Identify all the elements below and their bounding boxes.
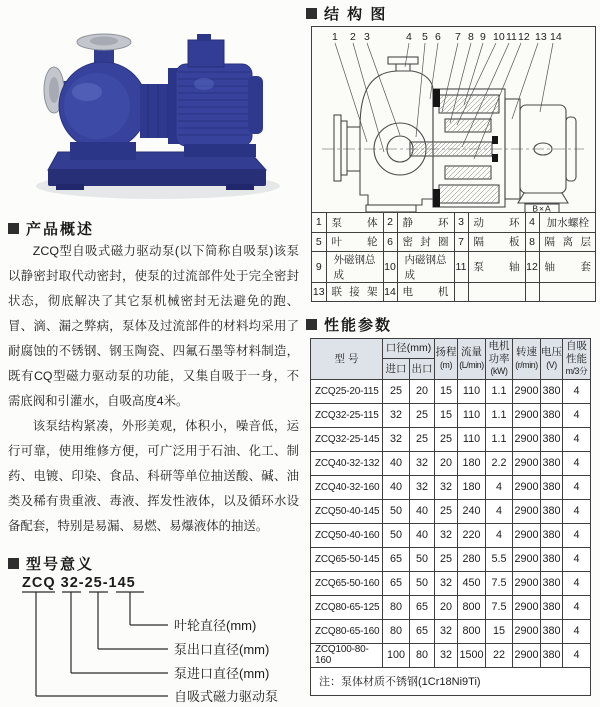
value-cell: 280 [458, 547, 486, 571]
performance-row [311, 379, 591, 403]
part-name: 隔板 [468, 232, 525, 251]
callout-number: 12 [518, 31, 530, 43]
value-cell: 4 [563, 643, 591, 667]
value-cell: 1500 [458, 643, 486, 667]
part-name [539, 282, 596, 301]
model-label-inlet: 泵进口直径(mm) [174, 666, 270, 681]
performance-row [311, 451, 591, 475]
value-cell: 4 [563, 403, 591, 427]
performance-row [311, 643, 591, 667]
overview-paragraph: 该泵结构紧凑，外形美观，体积小，噪音低，运行可靠，使用维修方便，可广泛用于石油、化工、制药、电镀、印染、食品、科研等单位抽送酸、碱、油类及稀有贵重液、毒液、挥发性液体，以及循环水设备配套，特别是易漏、易燃、易爆液体的抽送。 [8, 419, 299, 533]
value-cell: 65 [410, 619, 435, 643]
value-cell: 380 [541, 379, 563, 403]
part-name: 叶轮 [326, 232, 383, 251]
part-name: 加水螺栓 [539, 213, 596, 232]
part-number: 3 [454, 213, 468, 232]
model-cell: ZCQ50-40-145 [311, 499, 383, 523]
model-cell: ZCQ65-50-145 [311, 547, 383, 571]
value-cell: 4 [486, 523, 513, 547]
model-cell: ZCQ40-32-132 [311, 451, 383, 475]
value-cell: 4 [563, 379, 591, 403]
value-cell: 50 [383, 523, 410, 547]
col-header-voltage: 电压 (V) [541, 339, 563, 380]
part-name: 动环 [468, 213, 525, 232]
part-number: 4 [525, 213, 539, 232]
value-cell: 80 [383, 595, 410, 619]
value-cell: 40 [383, 451, 410, 475]
value-cell: 110 [458, 403, 486, 427]
model-cell: ZCQ65-50-160 [311, 571, 383, 595]
value-cell: 40 [410, 523, 435, 547]
value-cell: 65 [383, 571, 410, 595]
value-cell: 800 [458, 619, 486, 643]
part-number: 8 [525, 232, 539, 251]
part-name [468, 282, 525, 301]
parts-table-row [312, 282, 596, 301]
value-cell: 4 [563, 475, 591, 499]
part-number: 13 [312, 282, 326, 301]
model-cell: ZCQ25-20-115 [311, 379, 383, 403]
value-cell: 32 [435, 523, 458, 547]
value-cell: 180 [458, 451, 486, 475]
value-cell: 65 [383, 547, 410, 571]
section-marker-icon [8, 558, 19, 569]
part-number: 5 [312, 232, 326, 251]
part-number: 12 [525, 251, 539, 282]
model-meaning-diagram [8, 572, 296, 705]
value-cell: 4 [563, 499, 591, 523]
part-number: 11 [454, 251, 468, 282]
value-cell: 15 [435, 403, 458, 427]
callout-number: 14 [550, 31, 562, 43]
callout-number: 6 [435, 31, 441, 43]
performance-row [311, 523, 591, 547]
value-cell: 2900 [513, 475, 541, 499]
value-cell: 2900 [513, 523, 541, 547]
structure-figure [311, 26, 596, 302]
section-marker-icon [306, 319, 317, 330]
value-cell: 2900 [513, 643, 541, 667]
value-cell: 25 [410, 427, 435, 451]
value-cell: 22 [486, 643, 513, 667]
part-name: 内磁钢总成 [397, 251, 454, 282]
value-cell: 4 [563, 427, 591, 451]
structure-section-title [306, 3, 387, 24]
value-cell: 25 [435, 499, 458, 523]
structure-drawing [312, 27, 595, 213]
value-cell: 4 [563, 571, 591, 595]
part-name: 外磁钢总成 [326, 251, 383, 282]
value-cell: 180 [458, 475, 486, 499]
performance-row [311, 595, 591, 619]
value-cell: 65 [410, 595, 435, 619]
model-cell: ZCQ80-65-160 [311, 619, 383, 643]
value-cell: 380 [541, 547, 563, 571]
figure-scale-label: B×A [532, 203, 552, 213]
col-header-flow: 流量 (L/min) [458, 339, 486, 380]
performance-section-title [306, 314, 392, 335]
part-name: 静环 [397, 213, 454, 232]
model-code: ZCQ 32-25-145 [22, 575, 136, 591]
value-cell: 380 [541, 427, 563, 451]
performance-row [311, 499, 591, 523]
part-name: 轴套 [539, 251, 596, 282]
table-note: 注：泵体材质不锈钢(1Cr18Ni9Ti) [311, 667, 591, 695]
col-header-speed: 转速 (r/min) [513, 339, 541, 380]
performance-title-text: 性能参数 [324, 317, 393, 334]
part-number: 7 [454, 232, 468, 251]
value-cell: 4 [486, 499, 513, 523]
performance-row [311, 427, 591, 451]
part-name: 联接架 [326, 282, 383, 301]
callout-number: 11 [506, 31, 517, 43]
performance-table [310, 338, 591, 696]
performance-row [311, 571, 591, 595]
part-name: 密封圈 [397, 232, 454, 251]
value-cell: 110 [458, 379, 486, 403]
value-cell: 32 [410, 475, 435, 499]
value-cell: 20 [435, 451, 458, 475]
value-cell: 4 [563, 619, 591, 643]
value-cell: 25 [410, 403, 435, 427]
model-cell: ZCQ80-65-125 [311, 595, 383, 619]
value-cell: 25 [435, 547, 458, 571]
value-cell: 800 [458, 595, 486, 619]
col-header-priming: 自吸 性能 m/3分 [563, 339, 591, 380]
model-cell: ZCQ32-25-145 [311, 427, 383, 451]
model-meaning-title-text: 型号意义 [26, 556, 95, 573]
model-label-impeller: 叶轮直径(mm) [174, 618, 257, 633]
value-cell: 380 [541, 451, 563, 475]
col-header-inlet: 进口 [383, 359, 410, 379]
value-cell: 240 [458, 499, 486, 523]
callout-number: 13 [535, 31, 547, 43]
value-cell: 32 [383, 403, 410, 427]
parts-table-row [312, 213, 596, 232]
value-cell: 50 [410, 571, 435, 595]
part-number [525, 282, 539, 301]
value-cell: 380 [541, 619, 563, 643]
value-cell: 100 [383, 643, 410, 667]
value-cell: 2900 [513, 379, 541, 403]
value-cell: 2900 [513, 403, 541, 427]
value-cell: 2.2 [486, 451, 513, 475]
callout-number: 1 [332, 31, 338, 43]
value-cell: 25 [383, 379, 410, 403]
callout-number: 5 [422, 31, 428, 43]
parts-table-row [312, 232, 596, 251]
value-cell: 380 [541, 571, 563, 595]
value-cell: 25 [435, 427, 458, 451]
value-cell: 2900 [513, 451, 541, 475]
value-cell: 2900 [513, 595, 541, 619]
overview-title-text: 产品概述 [26, 221, 95, 238]
value-cell: 32 [435, 475, 458, 499]
value-cell: 380 [541, 643, 563, 667]
value-cell: 380 [541, 595, 563, 619]
part-name: 泵体 [326, 213, 383, 232]
callout-number: 2 [350, 31, 356, 43]
callout-number: 3 [364, 31, 370, 43]
model-cell: ZCQ50-40-160 [311, 523, 383, 547]
model-cell: ZCQ40-32-160 [311, 475, 383, 499]
callout-number: 8 [468, 31, 474, 43]
part-name: 泵轴 [468, 251, 525, 282]
callout-number: 7 [455, 31, 461, 43]
value-cell: 4 [563, 523, 591, 547]
part-number: 14 [383, 282, 397, 301]
section-marker-icon [306, 8, 317, 19]
overview-text [8, 239, 299, 539]
value-cell: 4 [486, 475, 513, 499]
value-cell: 40 [383, 475, 410, 499]
value-cell: 2900 [513, 619, 541, 643]
value-cell: 380 [541, 499, 563, 523]
value-cell: 1.1 [486, 427, 513, 451]
col-header-caliber: 口径(mm) [383, 339, 435, 359]
value-cell: 380 [541, 403, 563, 427]
value-cell: 32 [435, 643, 458, 667]
value-cell: 32 [383, 427, 410, 451]
model-label-pump-type: 自吸式磁力驱动泵 [174, 689, 279, 704]
part-number: 10 [383, 251, 397, 282]
callout-number: 10 [493, 31, 505, 43]
value-cell: 5.5 [486, 547, 513, 571]
value-cell: 15 [486, 619, 513, 643]
value-cell: 4 [563, 547, 591, 571]
value-cell: 450 [458, 571, 486, 595]
col-header-power: 电机 功率 (kW) [486, 339, 513, 380]
value-cell: 2900 [513, 547, 541, 571]
model-meaning-section-title [8, 553, 94, 574]
value-cell: 15 [435, 379, 458, 403]
value-cell: 80 [410, 643, 435, 667]
value-cell: 1.1 [486, 403, 513, 427]
value-cell: 50 [383, 499, 410, 523]
callout-number: 4 [406, 31, 412, 43]
model-label-outlet: 泵出口直径(mm) [174, 642, 270, 657]
value-cell: 2900 [513, 499, 541, 523]
part-name: 隔离层 [539, 232, 596, 251]
value-cell: 110 [458, 427, 486, 451]
value-cell: 380 [541, 523, 563, 547]
performance-row [311, 403, 591, 427]
value-cell: 32 [435, 619, 458, 643]
overview-paragraph: ZCQ型自吸式磁力驱动泵(以下简称自吸泵)该泵以静密封取代动密封，使泵的过流部件处于完全密封状态，彻底解决了其它泵机械密封无法避免的跑、冒、滴、漏之弊病，泵体及过流部件的材料均采用了耐腐蚀的不锈钢、钢玉陶瓷、四氟石墨等材料制造，既有CQ型磁力驱动泵的功能，又集自吸于一身，不需底阀和引灌水，自吸高度4米。 [8, 244, 299, 408]
performance-row [311, 547, 591, 571]
part-number: 2 [383, 213, 397, 232]
model-cell: ZCQ32-25-115 [311, 403, 383, 427]
part-number: 6 [383, 232, 397, 251]
callout-number: 9 [480, 31, 486, 43]
model-cell: ZCQ100-80-160 [311, 643, 383, 667]
structure-title-text: 结 构 图 [324, 6, 388, 23]
part-name: 电机 [397, 282, 454, 301]
structure-parts-table [312, 213, 596, 301]
value-cell: 40 [410, 499, 435, 523]
value-cell: 32 [410, 451, 435, 475]
performance-row [311, 619, 591, 643]
overview-section-title [8, 218, 94, 239]
value-cell: 4 [563, 451, 591, 475]
value-cell: 220 [458, 523, 486, 547]
value-cell: 32 [435, 571, 458, 595]
col-header-head: 扬程 (m) [435, 339, 458, 380]
parts-table-row [312, 251, 596, 282]
value-cell: 1.1 [486, 379, 513, 403]
col-header-model: 型 号 [311, 339, 383, 380]
product-photo [8, 4, 296, 212]
value-cell: 2900 [513, 571, 541, 595]
section-marker-icon [8, 223, 19, 234]
part-number: 9 [312, 251, 326, 282]
part-number: 1 [312, 213, 326, 232]
value-cell: 7.5 [486, 595, 513, 619]
col-header-outlet: 出口 [410, 359, 435, 379]
value-cell: 20 [435, 595, 458, 619]
value-cell: 80 [383, 619, 410, 643]
part-number [454, 282, 468, 301]
value-cell: 7.5 [486, 571, 513, 595]
performance-row [311, 475, 591, 499]
value-cell: 50 [410, 547, 435, 571]
value-cell: 380 [541, 475, 563, 499]
value-cell: 20 [410, 379, 435, 403]
value-cell: 4 [563, 595, 591, 619]
value-cell: 2900 [513, 427, 541, 451]
